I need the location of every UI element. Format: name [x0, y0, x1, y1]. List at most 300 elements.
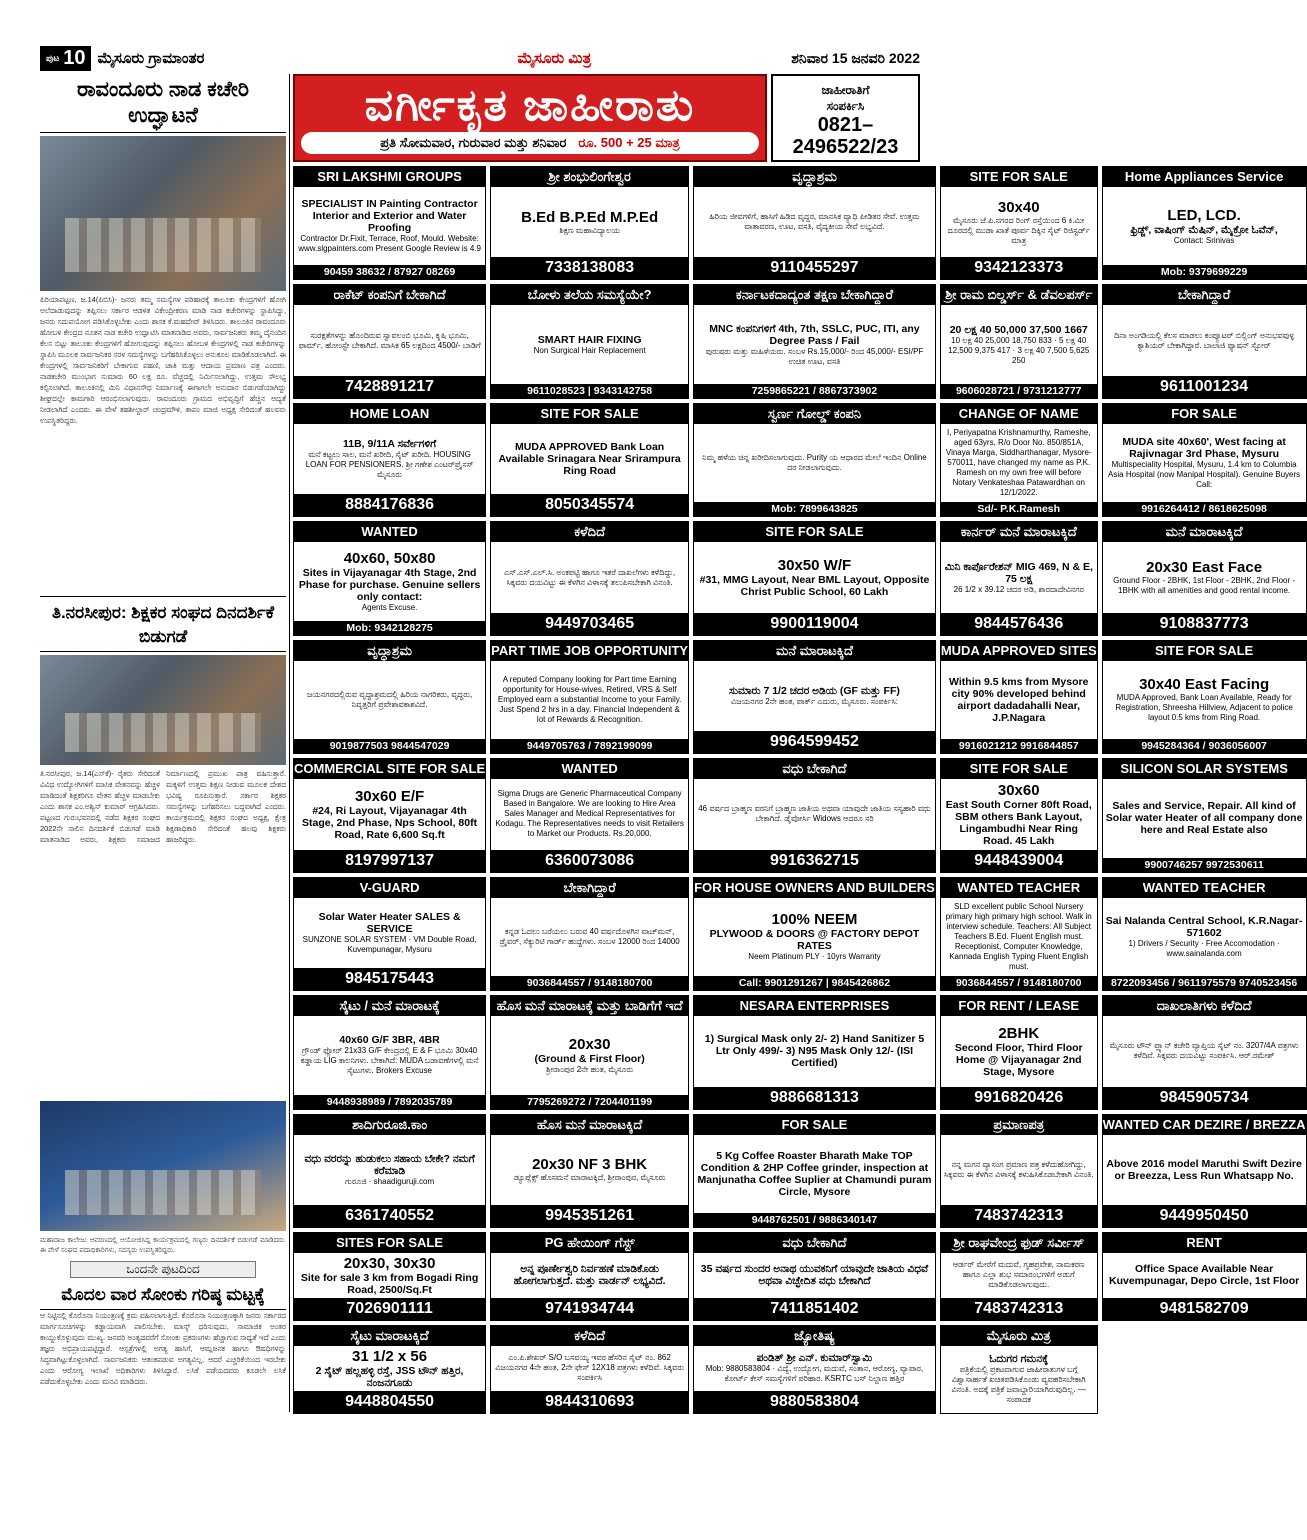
classified-ad: [490, 1114, 689, 1228]
ad-body: [941, 424, 1097, 502]
ad-big-text: 2BHK: [998, 1024, 1040, 1042]
ad-phone: Mob: 9342128275: [294, 621, 485, 635]
ad-phone: 8722093456 / 9611975579 9740523456: [1103, 976, 1306, 990]
classified-ad: [1102, 995, 1307, 1109]
issue-date: ಶನಿವಾರ 15 ಜನವರಿ 2022: [791, 49, 920, 66]
ad-heading: PG ಹೇಯಿಂಗ್ ಗೆಸ್ಟ್: [491, 1233, 688, 1253]
classified-ad: [293, 1114, 486, 1228]
classified-ad: [940, 1232, 1098, 1321]
classified-ad: [693, 1114, 936, 1228]
ad-heading: NESARA ENTERPRISES: [694, 996, 935, 1016]
ad-phone: 9886681313: [694, 1087, 935, 1109]
ad-phone: 9844576436: [941, 613, 1097, 635]
classified-ad: [693, 1325, 936, 1414]
ad-heading: WANTED TEACHER: [941, 878, 1097, 898]
ad-mid-text: 40x60 G/F 3BR, 4BR: [339, 1034, 440, 1047]
classified-ad: [1102, 758, 1307, 872]
divider: [40, 596, 286, 597]
ad-body: [491, 542, 688, 612]
ad-body: [694, 1253, 935, 1298]
ad-big-text: 100% NEEM: [771, 911, 858, 929]
classified-ads-grid: [293, 166, 1306, 1414]
ad-body: [941, 779, 1097, 849]
ad-heading: V-GUARD: [294, 878, 485, 898]
ad-text-text: 1) Drivers / Security · Free Accomodation · www.sainalanda.com: [1128, 938, 1280, 958]
ad-big-text: 20x30: [568, 1035, 611, 1053]
ad-heading: ವಧು ಬೇಕಾಗಿದೆ: [694, 759, 935, 779]
ad-body: [491, 305, 688, 383]
ad-body: [941, 305, 1097, 383]
ad-body: [294, 661, 485, 739]
ad-heading: MUDA APPROVED SITES: [941, 641, 1097, 661]
ad-heading: WANTED: [294, 522, 485, 542]
ad-mid-text: Sales and Service, Repair. All kind of Solar water Heater of all company done here and Real Estate also: [1105, 800, 1303, 837]
ad-text-text: ಶಿಕ್ಷಣ ಮಹಾವಿದ್ಯಾಲಯ: [559, 225, 620, 235]
classified-ad: [1102, 166, 1307, 280]
ad-heading: SITE FOR SALE: [941, 167, 1097, 187]
ad-phone: 9945284364 / 9036056007: [1103, 739, 1306, 753]
ad-body: [294, 1253, 485, 1298]
ad-heading: Home Appliances Service: [1103, 167, 1306, 187]
ad-heading: ಮನೆ ಮಾರಾಟಕ್ಕಿದೆ: [694, 641, 935, 661]
masthead: ಮೈಸೂರು ಮಿತ್ರ: [517, 49, 592, 67]
ad-body: [694, 542, 935, 612]
ad-phone: Call: 9901291267 | 9845426862: [694, 976, 935, 990]
ad-body: [694, 305, 935, 383]
ad-body: [491, 898, 688, 976]
ad-heading: PART TIME JOB OPPORTUNITY: [491, 641, 688, 661]
ad-phone: 9448439004: [941, 850, 1097, 872]
ad-phone: 9845905734: [1103, 1087, 1306, 1109]
ad-body: [1103, 305, 1306, 375]
classified-ad: [940, 1325, 1098, 1414]
ad-phone: 9916362715: [694, 850, 935, 872]
ad-phone: 9606028721 / 9731212777: [941, 384, 1097, 398]
ad-phone: 6361740552: [294, 1205, 485, 1227]
classified-ad: [1102, 1232, 1307, 1321]
story-1: ಪಿರಿಯಾಪಟ್ಟಣ, ಜ.14(ಪಿಬಿಸಿ)- ಜನರು ತಮ್ಮ ಸಮಸ್ಯೆಗಳ ಪರಿಹಾರಕ್ಕೆ ತಾಲೂಕು ಕೇಂದ್ರಗಳಿಗೆ ಹೋಗಿ ಅಲೆದಾಡುವುದನ್ನು ತಪ್ಪಿಸಲು ಸರ್ಕಾರ ಆಡಳಿತ ವಿಕೇಂದ್ರೀಕರಣ ಮಾಡಿ ನಾಡ ಕಚೇರಿಗಳನ್ನು ಸ್ಥಾಪಿಸಿದ್ದು, ಜನರು ಸದುಪಯೋಗ ಪಡಿಸಿಕೊಳ್ಳಬೇಕು ಎಂದು ಶಾಸಕ ಕೆ.ಮಹದೇವ್ ತಿಳಿಸಿದರು. ತಾಲೂಕಿನ ರಾವಂದೂರು ಹೋಬಳಿ ಕೇಂದ್ರದ ನೂತನ ನಾಡ ಕಚೇರಿ ಉದ್ಘಾಟಿಸಿ ಮಾತನಾಡಿದ ಅವರು, ಸಾರ್ವಜನಿಕರು ತಮ್ಮ ದೈನಂದಿನ ಕೆಲಸ ಬಿಟ್ಟು ತಾಲೂಕು ಕೇಂದ್ರಗಳಿಗೆ ಹೋಗುವುದನ್ನು ತಪ್ಪಿಸಲು ಹೋಬಳಿ ಕೇಂದ್ರಗಳಲ್ಲಿ ನಾಡ ಕಚೇರಿಗಳನ್ನು ಸ್ಥಾಪಿಸಿ ಮೂಲಕ ಸಾರ್ವಜನಿಕರ ಸರಳ ಸಮಸ್ಯೆಗಳನ್ನು ಬಗೆಹರಿಸಿಕೊಳ್ಳಲು ಅನುಕೂಲ ಮಾಡಿಕೊಡಲಾಗಿದೆ. ಈ ಕೇಂದ್ರಗಳಲ್ಲಿ ಸಾರ್ವಜನಿಕರಿಗೆ ಬೇಕಾಗುವ ಪಹಣಿ, ಜಾತಿ ಮತ್ತು ಆದಾಯ ಪ್ರಮಾಣ ಪತ್ರ ಎಂದರು. ನಾಡಕಚೇರಿ ಮುಂಭಾಗ ಸುಮಾರು 60 ಲಕ್ಷ ರೂ. ವೆಚ್ಚದಲ್ಲಿ ನಿರ್ಮಿಸಲಾಗಿದ್ದು, ಉತ್ತಮ ಸೌಲಭ್ಯ ಕಲ್ಪಿಸಲಾಗಿದೆ. ತಾಲೂಕಿನಲ್ಲಿ ಮಿನಿ ವಿಧಾನಸೌಧ ನಿರ್ಮಾಣಕ್ಕೆ ಈಗಾಗಲೇ ಅನುದಾನ ಬಿಡುಗಡೆಯಾಗಿದ್ದು ಶೀಘ್ರದಲ್ಲೇ ಕಾಮಗಾರಿ ಆರಂಭಿಸಲಾಗುವುದು. ರಾವಂದೂರು ಗ್ರಾಮದ ಅಭಿವೃದ್ಧಿಗೆ ಹೆಚ್ಚಿನ ಆದ್ಯತೆ ನೀಡಲಾಗಿದೆ ಎಂದರು. ಈ ವೇಳೆ ತಹಶೀಲ್ದಾರ್ ಚಂದ್ರಮೌಳಿ, ತಾಪಂ ಮಾಜಿ ಅಧ್ಯಕ್ಷ ಸೇರಿದಂತೆ ಹಲವರು ಉಪಸ್ಥಿತರಿದ್ದರು.: [40, 295, 286, 425]
classified-ad: [490, 166, 689, 280]
news-photo-2: [40, 655, 286, 765]
ad-heading: ಹೊಸ ಮನೆ ಮಾರಾಟಕ್ಕಿದೆ: [491, 1115, 688, 1135]
ad-body: [1103, 1253, 1306, 1298]
ad-mid-text: ವಧು ವರರನ್ನು ಹುಡುಕಲು ಸಹಾಯ ಬೇಕೇ? ನಮಗೆ ಕರೆಮಾಡಿ: [304, 1152, 475, 1177]
ad-phone: Mob: 9379699229: [1103, 265, 1306, 279]
classified-ad: [693, 995, 936, 1109]
ad-heading: ಕರ್ನಾಟಕದಾದ್ಯಂತ ತಕ್ಷಣ ಬೇಕಾಗಿದ್ದಾರೆ: [694, 285, 935, 305]
classified-ad: [940, 521, 1098, 635]
ad-text-text: Multispeciality Hospital, Mysuru, 1.4 km to Columbia Asia Hospital (now Manipal Hospital). Genuine Buyers Call:: [1108, 460, 1301, 490]
ad-body: [1103, 661, 1306, 739]
ad-body: [941, 1253, 1097, 1298]
ad-heading: ದಾಖಲಾತಿಗಳು ಕಳೆದಿದೆ: [1103, 996, 1306, 1016]
ad-heading: SITES FOR SALE: [294, 1233, 485, 1253]
classified-ad: [693, 403, 936, 517]
ad-body: [941, 1346, 1097, 1413]
ad-mid-text: 1) Surgical Mask only 2/- 2) Hand Sanitizer 5 Ltr Only 499/- 3) N95 Mask Only 12/- (ISI Certified): [704, 1033, 925, 1070]
ad-mid-text: 11B, 9/11A ಸರ್ವೇಗಳಿಗೆ: [342, 438, 437, 451]
ad-text-text: ದಿನಾ ಅಂಗಡಿಯಲ್ಲಿ ಕೆಲಸ ಮಾಡಲು ಕಂಪ್ಯೂಟರ್ ಬಿಲ್ಲಿಂಗ್ ಅನುಭವವುಳ್ಳ ಕ್ಯಾಶಿಯರ್ ಬೇಕಾಗಿದ್ದಾರೆ. ಬಾಲಾಜಿ ಫ್ಯಾಷನ್ ಸ್ಟೋರ್: [1114, 330, 1295, 350]
headline-2: ತಿ.ನರಸೀಪುರ: ಶಿಕ್ಷಕರ ಸಂಘದ ದಿನದರ್ಶಿಕೆ ಬಿಡುಗಡೆ: [40, 599, 286, 652]
ad-body: [941, 1016, 1097, 1086]
classified-ad: [1102, 640, 1307, 754]
classifieds-banner: [293, 74, 767, 162]
ad-phone: 9108837773: [1103, 613, 1306, 635]
headline-1: ರಾವಂದೂರು ನಾಡ ಕಚೇರಿ ಉದ್ಘಾಟನೆ: [40, 74, 286, 133]
contact-box: [771, 74, 920, 162]
ad-heading: SITE FOR SALE: [491, 404, 688, 424]
ad-heading: ಶ್ರೀ ಶಂಭುಲಿಂಗೇಶ್ವರ: [491, 167, 688, 187]
ad-mid-text: Solar Water Heater SALES & SERVICE: [318, 910, 461, 935]
ad-body: [491, 1016, 688, 1094]
classified-ad: [1102, 877, 1307, 991]
ad-text-text: 10 ಲಕ್ಷ 40 25,000 18,750 833 · 5 ಲಕ್ಷ 40 12,500 9,375 417 · 3 ಲಕ್ಷ 40 7,500 5,625 250: [948, 335, 1090, 365]
ad-body: [694, 187, 935, 257]
classified-ad: [293, 877, 486, 991]
classified-ad: [693, 166, 936, 280]
ad-text-text: ವಿಜಯನಗರ 2ನೇ ಹಂತ, ಪಾರ್ಕ್ ಎದುರು, ಮೈಸೂರು. ಸಂಪರ್ಕಿಸಿ:: [730, 696, 898, 706]
ad-heading: ಶ್ರೀ ರಾಮ ಬಿಲ್ಡರ್ಸ್ & ಡೆವಲಪರ್ಸ್: [941, 285, 1097, 305]
ad-mid-text: 35 ವರ್ಷದ ಸುಂದರ ಅನಾಥ ಯುವಕನಿಗೆ ಯಾವುದೇ ಜಾತಿಯ ವಿಧವೆ ಅಥವಾ ವಿಚ್ಛೇದಿತ ವಧು ಬೇಕಾಗಿದೆ: [700, 1263, 929, 1288]
ad-phone: 9916820426: [941, 1087, 1097, 1109]
ad-mid-text: MNC ಕಂಪನಿಗಳಿಗೆ 4th, 7th, SSLC, PUC, ITI, any Degree Pass / Fail: [709, 322, 920, 347]
ad-text-text: ಡ್ಯೂಪ್ಲೆಕ್ಸ್ ಹೊಸಮನೆ ಮಾರಾಟಕ್ಕಿದೆ, ಶ್ರೀರಾಂಪುರ, ಮೈಸೂರು: [513, 1173, 666, 1183]
ad-mid-text: Above 2016 model Maruthi Swift Dezire or Breezza, Less Run Whatsapp No.: [1106, 1157, 1302, 1182]
ad-heading: ಮನೆ ಮಾರಾಟಕ್ಕಿದೆ: [1103, 522, 1306, 542]
ad-mid-text: Office Space Available Near Kuvempunagar, Depo Circle, 1st Floor: [1108, 1263, 1300, 1288]
ad-text-text: Contractor Dr.Fixit, Terrace, Roof, Mould. Website: www.slgpainters.com Present Google Review is 4.9: [298, 234, 481, 254]
ad-heading: ಸೈಟು / ಮನೆ ಮಾರಾಟಕ್ಕೆ: [294, 996, 485, 1016]
ad-body: [941, 1135, 1097, 1205]
ad-heading: RENT: [1103, 1233, 1306, 1253]
ad-text-text: Sigma Drugs are Generic Pharmaceutical Company Based in Bangalore. We are looking to Hire Area Sales Manager and Medical Representatives for Kodagu. The Representatives needs to visit Retailers to Market our Products. Rs.20,000.: [495, 789, 684, 839]
ad-body: [491, 1253, 688, 1298]
ad-body: [294, 542, 485, 620]
ad-phone: 9448804550: [294, 1391, 485, 1413]
ad-heading: WANTED CAR DEZIRE / BREZZA: [1103, 1115, 1306, 1135]
ad-phone: 9449950450: [1103, 1205, 1306, 1227]
ad-phone: 9741934744: [491, 1298, 688, 1320]
ad-heading: WANTED TEACHER: [1103, 878, 1306, 898]
ad-mid-text: Sai Nalanda Central School, K.R.Nagar-571602: [1105, 914, 1303, 939]
ad-big-text: 30x50 W/F: [777, 557, 852, 575]
ad-mid-text: Within 9.5 kms from Mysore city 90% developed behind airport dadadahalli Near, J.P.Nagara: [949, 675, 1089, 724]
ad-phone: 9611028523 | 9343142758: [491, 384, 688, 398]
ad-text-text: ಹಿರಿಯ ಜೀವಗಳಿಗೆ, ಹಾಸಿಗೆ ಹಿಡಿದ ವೃದ್ಧರ, ಮಾನಸಿಕ ವ್ಯಾಧಿ ಪೀಡಿತರ ಸೇವೆ. ಉತ್ತಮ ವಾತಾವರಣ, ಊಟ, ವಸತಿ, ವೈದ್ಯಕೀಯ ಸೇವೆ ಲಭ್ಯವಿದೆ.: [709, 212, 920, 232]
ad-text-text: Ground Floor - 2BHK, 1st Floor - 2BHK, 2nd Floor - 1BHK with all amenities and good rental income.: [1113, 576, 1296, 596]
ad-text-text: ಎಸ್.ಎಸ್.ಎಲ್.ಸಿ. ಅಂಕಪಟ್ಟಿ ಹಾಗೂ ಇತರೆ ದಾಖಲೆಗಳು ಕಳೆದಿದ್ದು, ಸಿಕ್ಕವರು ದಯವಿಟ್ಟು ಈ ಕೆಳಗಿನ ವಿಳಾಸಕ್ಕೆ ತಲುಪಿಸಬೇಕಾಗಿ ವಿನಂತಿ.: [504, 567, 676, 587]
ad-phone: 9110455297: [694, 257, 935, 279]
classified-ad: [940, 284, 1098, 398]
ad-text-text: Agents Excuse.: [361, 603, 418, 613]
ad-text-text: I, Periyapatna Krishnamurthy, Rameshe, aged 63yrs, R/o Door No. 850/851A, Vinaya Marga, Siddharthanagar, Mysore-570011, have changed my name as P.K. Ramesh on my own free will before Notary Venkateshaa Patawardhan on 12/1/2022.: [945, 428, 1092, 498]
ad-phone: 6360073086: [491, 850, 688, 872]
ad-heading: FOR HOUSE OWNERS AND BUILDERS: [694, 878, 935, 898]
contact-phone: 0821–2496522/23: [792, 114, 899, 158]
ad-text-text: ಪುರುಷರು ಮತ್ತು ಮಹಿಳೆಯರು. ಸಂಬಳ Rs.15,000/- ರಿಂದ 45,000/- ESI/PF ಉಚಿತ ಊಟ, ವಸತಿ: [705, 346, 924, 366]
ad-body: [1103, 898, 1306, 976]
ad-text-text: Non Surgical Hair Replacement: [533, 345, 646, 355]
ad-heading: ಕಾರ್ನರ್ ಮನೆ ಮಾರಾಟಕ್ಕಿದೆ: [941, 522, 1097, 542]
ad-body: [1103, 424, 1306, 502]
ad-body: [941, 898, 1097, 976]
ad-heading: ಹೊಸ ಮನೆ ಮಾರಾಟಕ್ಕೆ ಮತ್ತು ಬಾಡಿಗೆಗೆ ಇದೆ: [491, 996, 688, 1016]
ad-phone: 7795269272 / 7204401199: [491, 1095, 688, 1109]
ad-phone: 9880583804: [694, 1391, 935, 1413]
ad-body: [1103, 779, 1306, 857]
ad-body: [941, 661, 1097, 739]
classified-ad: [293, 1232, 486, 1321]
ad-body: [694, 661, 935, 731]
ad-text-text: SUNZONE SOLAR SYSTEM · VM Double Road, Kuvempunagar, Mysuru: [302, 934, 477, 954]
ad-heading: ಬೇಕಾಗಿದ್ದಾರೆ: [1103, 285, 1306, 305]
ad-mid-text: 20 ಲಕ್ಷ 40 50,000 37,500 1667: [949, 323, 1088, 336]
ad-mid-text: ಫ್ರಿಡ್ಜ್, ವಾಷಿಂಗ್ ಮೆಷಿನ್, ಮೈಕ್ರೋ ಓವೆನ್,: [1130, 223, 1278, 236]
ad-phone: 7026901111: [294, 1298, 485, 1320]
ad-phone: 9845175443: [294, 968, 485, 990]
ad-phone: Sd/- P.K.Ramesh: [941, 502, 1097, 516]
ad-heading: ವೃದ್ಧಾಶ್ರಮ: [694, 167, 935, 187]
ad-text-text: ಶ್ರೀರಾಂಪುರ 2ನೇ ಹಂತ, ಮೈಸೂರು: [546, 1064, 634, 1074]
ad-mid-text: ಓದುಗರ ಗಮನಕ್ಕೆ: [989, 1353, 1049, 1366]
news-photo-3: [40, 1101, 286, 1231]
classified-ad: [693, 521, 936, 635]
ad-heading: COMMERCIAL SITE FOR SALE: [294, 759, 485, 779]
ad-body: [1103, 1135, 1306, 1205]
ad-big-text: 30x60: [997, 781, 1040, 799]
ad-body: [694, 424, 935, 502]
ad-mid-text: 5 Kg Coffee Roaster Bharath Make TOP Condition & 2HP Coffee grinder, inspection at Manjunatha Coffee Suplier at Chamundi puram Circle, Mysore: [697, 1149, 932, 1198]
ad-text-text: Neem Platinum PLY · 10yrs Warranty: [748, 952, 881, 962]
page-header: [40, 46, 920, 70]
ad-big-text: 40x60, 50x80: [343, 550, 436, 568]
ad-text-text: Mob: 9880583804 · ವಿದ್ಯೆ, ಉದ್ಯೋಗ, ಮದುವೆ, ಸಂತಾನ, ಆರೋಗ್ಯ, ವ್ಯಾಪಾರ, ಕೋರ್ಟ್ ಕೇಸ್ ಸಮಸ್ಯೆಗಳಿಗೆ ಪರಿಹಾರ. KSRTC ಬಸ್ ನಿಲ್ದಾಣ ಹತ್ತಿರ: [705, 1364, 924, 1384]
banner-price: ರೂ. 500 + 25 ಮಾತ್ರ: [578, 135, 680, 150]
classified-ad: [1102, 284, 1307, 398]
ad-phone: 8050345574: [491, 494, 688, 516]
ad-heading: FOR RENT / LEASE: [941, 996, 1097, 1016]
classified-ad: [490, 758, 689, 872]
ad-heading: HOME LOAN: [294, 404, 485, 424]
classified-ad: [490, 284, 689, 398]
ad-phone: 8884176836: [294, 494, 485, 516]
classified-ad: [490, 877, 689, 991]
ad-phone: 7411851402: [694, 1298, 935, 1320]
ad-text-text: ಪತ್ರಿಕೆಯಲ್ಲಿ ಪ್ರಕಟವಾಗುವ ಜಾಹೀರಾತುಗಳ ಬಗ್ಗೆ ವಿಶ್ವಾಸಾರ್ಹತೆ ಖಚಿತಪಡಿಸಿಕೊಂಡು ವ್ಯವಹರಿಸಬೇಕಾಗಿ ವಿನಂತಿ. ಅದಕ್ಕೆ ಪತ್ರಿಕೆ ಜವಾಬ್ದಾರಿಯಾಗಿರುವುದಿಲ್ಲ. —ಸಂಪಾದಕ: [951, 1365, 1086, 1405]
ad-body: [491, 779, 688, 849]
ad-mid-text: PLYWOOD & DOORS @ FACTORY DEPOT RATES: [709, 928, 920, 953]
classified-ad: [293, 403, 486, 517]
ad-mid-text: MUDA site 40x60', West facing at Rajivnagar 3rd Phase, Mysuru: [1122, 436, 1286, 461]
classified-ad: [1102, 1114, 1307, 1228]
ad-text-text: ನನ್ನ ಮಗನ ವ್ಯಾಸಂಗ ಪ್ರಮಾಣ ಪತ್ರ ಕಳೆದುಹೋಗಿದ್ದು, ಸಿಕ್ಕವರು ಈ ಕೆಳಗಿನ ವಿಳಾಸಕ್ಕೆ ಕಳುಹಿಸಿಕೊಡಬೇಕಾಗಿ ವಿನಂತಿ.: [943, 1159, 1094, 1179]
classified-ad: [293, 1325, 486, 1414]
ad-phone: 9945351261: [491, 1205, 688, 1227]
classified-ad: [293, 521, 486, 635]
ad-mid-text: ಅನ್ನ ಪೂರ್ಣೇಶ್ವರಿ ನಿರ್ವಹಣೆ ಮಾಡಿಕೊಡು ಹೋಗಲಾಗುತ್ತದೆ. ಮತ್ತು ವಾರ್ಡನ್ ಲಭ್ಯವಿದೆ.: [513, 1263, 666, 1288]
ad-phone: 7483742313: [941, 1298, 1097, 1320]
ad-body: [694, 1346, 935, 1391]
ad-mid-text: ಮಿನಿ ಕಾರ್ಪೊರೇಶನ್ MIG 469, N & E, 75 ಲಕ್ಷ: [944, 560, 1093, 585]
ad-big-text: 20x30, 30x30: [343, 1254, 436, 1272]
ad-heading: SILICON SOLAR SYSTEMS: [1103, 759, 1306, 779]
ad-heading: ಬೇಕಾಗಿದ್ದಾರೆ: [491, 878, 688, 898]
ad-phone: 9036844557 / 9148180700: [491, 976, 688, 990]
ad-big-text: 30x40: [997, 198, 1040, 216]
ad-body: [1103, 542, 1306, 612]
ad-heading: CHANGE OF NAME: [941, 404, 1097, 424]
ad-body: [491, 1135, 688, 1205]
ad-mid-text: MUDA APPROVED Bank Loan Available Srinagara Near Srirampura Ring Road: [498, 441, 681, 478]
classified-ad: [693, 758, 936, 872]
ad-body: [1103, 1016, 1306, 1086]
ad-heading: ಮೈಸೂರು ಮಿತ್ರ: [941, 1326, 1097, 1346]
classified-ad: [693, 284, 936, 398]
banner-title: ವರ್ಗೀಕೃತ ಜಾಹೀರಾತು: [364, 81, 696, 130]
news-column: [40, 74, 286, 1412]
classified-ad: [940, 995, 1098, 1109]
ad-body: [491, 661, 688, 739]
ad-heading: ವೃದ್ಧಾಶ್ರಮ: [294, 641, 485, 661]
ad-heading: ವಧು ಬೇಕಾಗಿದೆ: [694, 1233, 935, 1253]
ad-text-text: ಕನ್ನಡ ಓದಲು ಬರೆಯಲು ಬರುವ 40 ವರ್ಷದೊಳಗಿನ ವಾಚ್‌ಮನ್, ಡ್ರೈವರ್, ಸೆಕ್ಯುರಿಟಿ ಗಾರ್ಡ್ ಹುದ್ದೆಗಳು. ಸಂಬಳ 12000 ರಿಂದ 14000: [499, 926, 680, 946]
ad-text-text: MUDA Approved, Bank Loan Available, Ready for Registration, Shreesha Hillview, Adjacent to police layout 0.5 kms from Ring Road.: [1115, 693, 1293, 723]
ad-text-text: ಮೈಸೂರು ಜೆ.ಪಿ.ನಗರದ ರಿಂಗ್ ರಸ್ತೆಯಿಂದ 6 ಕಿ.ಮೀ ದೂರದಲ್ಲಿ ಮುಡಾ ಖಾತೆ ಪೂರ್ವ ದಿಕ್ಕಿನ ಸೈಟ್ ರಿಜಿಸ್ಟರ್ಡ್ ಮಾತ್ರ: [947, 215, 1090, 245]
ad-mid-text: East South Corner 80ft Road, SBM others Bank Layout, Lingambudhi Near Ring Road. 45 Lakh: [945, 798, 1092, 847]
ad-big-text: B.Ed B.P.Ed M.P.Ed: [521, 208, 659, 226]
ad-body: [941, 187, 1097, 257]
ad-text-text: ಮೈಸೂರು ಟೌನ್ ಪ್ಲ್ಯಾನ್ ಕಚೇರಿ ವ್ಯಾಪ್ತಿಯ ಸೈಟ್ ನಂ. 3207/4A ಪತ್ರಗಳು ಕಳೆದಿವೆ. ಸಿಕ್ಕವರು ದಯವಿಟ್ಟು ಸಂಪರ್ಕಿಸಿ. ಆರ್.ರಮೇಶ್: [1109, 1041, 1299, 1061]
ad-big-text: 20x30 East Face: [1146, 559, 1263, 577]
ad-phone: 9916021212 9916844857: [941, 739, 1097, 753]
ad-text-text: ಮನೆ ಕಟ್ಟಲು ಸಾಲ, ಮನೆ ಖರೀದಿ, ಸೈಟ್ ಖರೀದಿ. HOUSING LOAN FOR PENSIONERS. ಶ್ರೀ ಗಣೇಶ ಎಂಟರ್‌ಪ್ರೈಸಸ್ ಮೈಸೂರು: [305, 450, 474, 480]
banner-subtitle-bar: [301, 132, 759, 154]
ad-phone: 9916264412 / 8618625098: [1103, 502, 1306, 516]
ad-phone: Mob: 7899643825: [694, 502, 935, 516]
ad-text-text: 46 ವರ್ಷದ ಬ್ರಾಹ್ಮಣ ವರನಿಗೆ ಬ್ರಾಹ್ಮಣ ಜಾತಿಯ ಅಥವಾ ಯಾವುದೇ ಜಾತಿಯ ಸಸ್ಯಹಾರಿ ವಧು ಬೇಕಾಗಿದೆ. ಡೈವೋರ್ಸಿ Widows ಆದರೂ ಸರಿ: [698, 804, 931, 824]
ad-text-text: ಜಯನಗರದಲ್ಲಿರುವ ವೃದ್ಧಾಶ್ರಮದಲ್ಲಿ ಹಿರಿಯ ನಾಗರಿಕರು, ವೃದ್ಧರು, ನಿವೃತ್ತರಿಗೆ ಪ್ರವೇಶಾವಕಾಶವಿದೆ.: [306, 689, 473, 709]
ad-text-text: Contact: Srinivas: [1173, 235, 1235, 245]
news-photo-1: [40, 136, 286, 291]
ad-mid-text: 2 ಸೈಟ್ ಹಲ್ಲಹಳ್ಳಿ ರಸ್ತೆ, JSS ಟೌನ್ ಹತ್ತಿರ, ನಂಜನಗೂಡು: [315, 1364, 464, 1389]
ad-body: [294, 1346, 485, 1391]
ad-mid-text: #24, Ri Layout, Vijayanagar 4th Stage, 2nd Phase, Nps School, 80ft Road, Rate 6,600 Sq.ft: [302, 804, 478, 841]
ad-text-text: ಆರ್ಡರ್ ಮೇರೆಗೆ ಮದುವೆ, ಗೃಹಪ್ರವೇಶ, ನಾಮಕರಣ ಹಾಗೂ ಎಲ್ಲಾ ಶುಭ ಸಮಾರಂಭಗಳಿಗೆ ಅಡುಗೆ ಮಾಡಿಕೊಡಲಾಗುವುದು.: [952, 1260, 1085, 1290]
contact-line-1: ಜಾಹೀರಾತಿಗೆ: [821, 83, 870, 97]
ad-phone: 9019877503 9844547029: [294, 739, 485, 753]
ad-body: [694, 1016, 935, 1086]
column-divider: [289, 74, 290, 1412]
classified-ad: [490, 995, 689, 1109]
ad-text-text: ಗುರೂಜಿ · shaadiguruji.com: [344, 1176, 435, 1186]
classified-ad: [293, 284, 486, 398]
ad-body: [294, 187, 485, 265]
ad-heading: ಕಳೆದಿದೆ: [491, 522, 688, 542]
ad-phone: 9448762501 / 9886340147: [694, 1213, 935, 1227]
classified-ad: [490, 1325, 689, 1414]
ad-body: [294, 898, 485, 968]
ad-heading: ಸ್ವರ್ಣ ಗೋಲ್ಡ್ ಕಂಪನಿ: [694, 404, 935, 424]
ad-phone: 8197997137: [294, 850, 485, 872]
classified-ad: [293, 166, 486, 280]
ad-heading: ಪ್ರಮಾಣಪತ್ರ: [941, 1115, 1097, 1135]
ad-mid-text: SMART HAIR FIXING: [537, 333, 642, 346]
ad-phone: 9844310693: [491, 1391, 688, 1413]
ad-heading: ಸೈಟು ಮಾರಾಟಕ್ಕಿದೆ: [294, 1326, 485, 1346]
ad-phone: 9900119004: [694, 613, 935, 635]
ad-heading: ಜ್ಯೋತಿಷ್ಯ: [694, 1326, 935, 1346]
ad-heading: SITE FOR SALE: [941, 759, 1097, 779]
ad-heading: ಕಳೆದಿದೆ: [491, 1326, 688, 1346]
classified-ad: [1102, 521, 1307, 635]
ad-heading: SITE FOR SALE: [694, 522, 935, 542]
ad-mid-text: ಸುಮಾರು 7 1/2 ಚದರ ಅಡಿಯ (GF ಮತ್ತು FF): [729, 684, 900, 697]
ad-text-text: 26 1/2 x 39.12 ಚದರ ಅಡಿ, ಶಾರದಾದೇವಿನಗರ: [953, 584, 1084, 594]
ad-body: [491, 1346, 688, 1391]
classified-ad: [693, 640, 936, 754]
story-3: ಆ ನಿಟ್ಟಿನಲ್ಲಿ ಕೊರೊನಾ ನಿಯಂತ್ರಣಕ್ಕೆ ಕ್ರಮ ವಹಿಸಲಾಗುತ್ತಿದೆ. ಕೊರೊನಾ ನಿಯಂತ್ರಣಕ್ಕಾಗಿ ಜನರು ಸರ್ಕಾರದ ಮಾರ್ಗಸೂಚಿಗಳನ್ನು ಕಡ್ಡಾಯವಾಗಿ ಪಾಲಿಸಬೇಕು. ಮಾಸ್ಕ್ ಧರಿಸುವುದು, ಸಾಮಾಜಿಕ ಅಂತರ ಕಾಯ್ದುಕೊಳ್ಳುವುದು ಮುಖ್ಯ. ಜನವರಿ ಅಂತ್ಯದವರೆಗೆ ಸೋಂಕು ಪ್ರಕರಣಗಳು ಹೆಚ್ಚಾಗುವ ಸಾಧ್ಯತೆ ಇದೆ ಎಂದು ತಜ್ಞರು ಅಭಿಪ್ರಾಯಪಟ್ಟಿದ್ದಾರೆ. ಆಸ್ಪತ್ರೆಗಳಲ್ಲಿ ಅಗತ್ಯ ಹಾಸಿಗೆ, ಆಮ್ಲಜನಕ ಹಾಗೂ ಔಷಧಿಗಳನ್ನು ಸಿದ್ಧವಾಗಿಟ್ಟುಕೊಳ್ಳಲಾಗಿದೆ. ಸಾರ್ವಜನಿಕರು ಆತಂಕಪಡುವ ಅಗತ್ಯವಿಲ್ಲ, ಆದರೆ ಎಚ್ಚರಿಕೆಯಿಂದ ಇರಬೇಕು ಎಂದು ಆರೋಗ್ಯ ಇಲಾಖೆ ಅಧಿಕಾರಿಗಳು ತಿಳಿಸಿದ್ದಾರೆ. ಲಸಿಕೆ ಪಡೆಯದವರು ಕೂಡಲೇ ಲಸಿಕೆ ಪಡೆದುಕೊಳ್ಳಬೇಕು ಎಂದು ಮನವಿ ಮಾಡಿದರು.: [40, 1311, 286, 1386]
classified-ad: [940, 166, 1098, 280]
classified-ad: [1102, 403, 1307, 517]
section-name: ಮೈಸೂರು ಗ್ರಾಮಾಂತರ: [97, 49, 205, 67]
ad-phone: 7483742313: [941, 1205, 1097, 1227]
ad-heading: FOR SALE: [1103, 404, 1306, 424]
ad-heading: ಶಾದಿಗುರೂಜಿ.ಕಾಂ: [294, 1115, 485, 1135]
ad-heading: FOR SALE: [694, 1115, 935, 1135]
ad-heading: ಬೋಳು ತಲೆಯ ಸಮಸ್ಯೆಯೇ?: [491, 285, 688, 305]
ad-body: [694, 779, 935, 849]
ad-heading: SRI LAKSHMI GROUPS: [294, 167, 485, 187]
ad-big-text: 31 1/2 x 56: [352, 1347, 428, 1365]
ad-phone: 7338138083: [491, 257, 688, 279]
ad-body: [294, 779, 485, 849]
contact-line-2: ಸಂಪರ್ಕಿಸಿ: [826, 99, 865, 113]
classified-ad: [293, 995, 486, 1109]
ad-phone: 9342123373: [941, 257, 1097, 279]
classified-ad: [490, 640, 689, 754]
ad-mid-text: (Ground & First Floor): [534, 1052, 645, 1065]
classified-ad: [293, 640, 486, 754]
ad-big-text: LED, LCD.: [1167, 206, 1241, 224]
ad-text-text: ಗ್ರೌಂಡ್ ಫ್ಲೋರ್ 21x33 G/F ಕೇಂದ್ರದಲ್ಲಿ E & F ಭೂಮಿ 30x40 ಕಡ್ಡಾಯ LIG ಕಾಲನಿಗಳು. ಬೇಕಾಗಿದೆ: MUDA ಬಡಾವಣೆಗಳಲ್ಲಿ ಮನೆ ಸೈಟುಗಳು. Brokers Excuse: [300, 1046, 479, 1076]
classified-ad: [940, 758, 1098, 872]
ad-mid-text: #31, MMG Layout, Near BML Layout, Opposite Christ Public School, 60 Lakh: [699, 574, 930, 599]
ad-phone: 7259865221 / 8867373902: [694, 384, 935, 398]
ad-mid-text: Sites in Vijayanagar 4th Stage, 2nd Phase for purchase. Genuine sellers only contact:: [298, 567, 481, 604]
headline-3: ಮೊದಲ ವಾರ ಸೋಂಕು ಗರಿಷ್ಠ ಮಟ್ಟಕ್ಕೆ: [40, 1281, 286, 1310]
ad-big-text: 30x40 East Facing: [1139, 676, 1270, 694]
ad-text-text: SLD excellent public School Nursery primary high primary high school. Walk in interview schedule. Teachers: All Subject Teachers B.Ed. Fluent English must. Receptionist, Computer Knowledge, Kannada English Typing Fluent English must.: [945, 901, 1092, 971]
page-number-box: [40, 46, 91, 71]
classified-ad: [940, 877, 1098, 991]
classified-ad: [490, 521, 689, 635]
ad-heading: WANTED: [491, 759, 688, 779]
ad-phone: 9900746257 9972530611: [1103, 858, 1306, 872]
ad-phone: 9448938989 / 7892035789: [294, 1095, 485, 1109]
ad-text-text: ನಿಮ್ಮ ಹಳೆಯ ಚಿನ್ನ ಖರೀದಿಸಲಾಗುವುದು. Purity ಯ ಆಧಾರದ ಮೇಲೆ ಇಂದಿನ Online ದರ ನೀಡಲಾಗುವುದು.: [702, 453, 927, 473]
ad-big-text: 30x60 E/F: [354, 787, 425, 805]
classified-ad: [940, 403, 1098, 517]
ad-phone: 9611001234: [1103, 376, 1306, 398]
ad-heading: ಶ್ರೀ ರಾಘವೇಂದ್ರ ಫುಡ್ ಸರ್ವೀಸ್: [941, 1233, 1097, 1253]
banner-subtitle: ಪ್ರತಿ ಸೋಮವಾರ, ಗುರುವಾರ ಮತ್ತು ಶನಿವಾರ: [380, 135, 567, 150]
page-number: 10: [63, 46, 86, 69]
ad-body: [1103, 187, 1306, 265]
ad-body: [294, 1016, 485, 1094]
ad-text-text: ಎಂ.ಪಿ.ಶೇಖರ್ S/O ಬಸವಯ್ಯ ಇವರ ಹೆಸರಿನ ಸೈಟ್ ನಂ. 862 ವಿಜಯನಗರ 4ನೇ ಹಂತ, 2ನೇ ಫೇಸ್ 12X18 ಪತ್ರಗಳು ಕಳೆದಿವೆ. ಸಿಕ್ಕವರು ಸಂಪರ್ಕಿಸಿ: [495, 1353, 684, 1383]
ad-body: [294, 424, 485, 494]
page-label: ಪುಟ: [46, 52, 60, 63]
